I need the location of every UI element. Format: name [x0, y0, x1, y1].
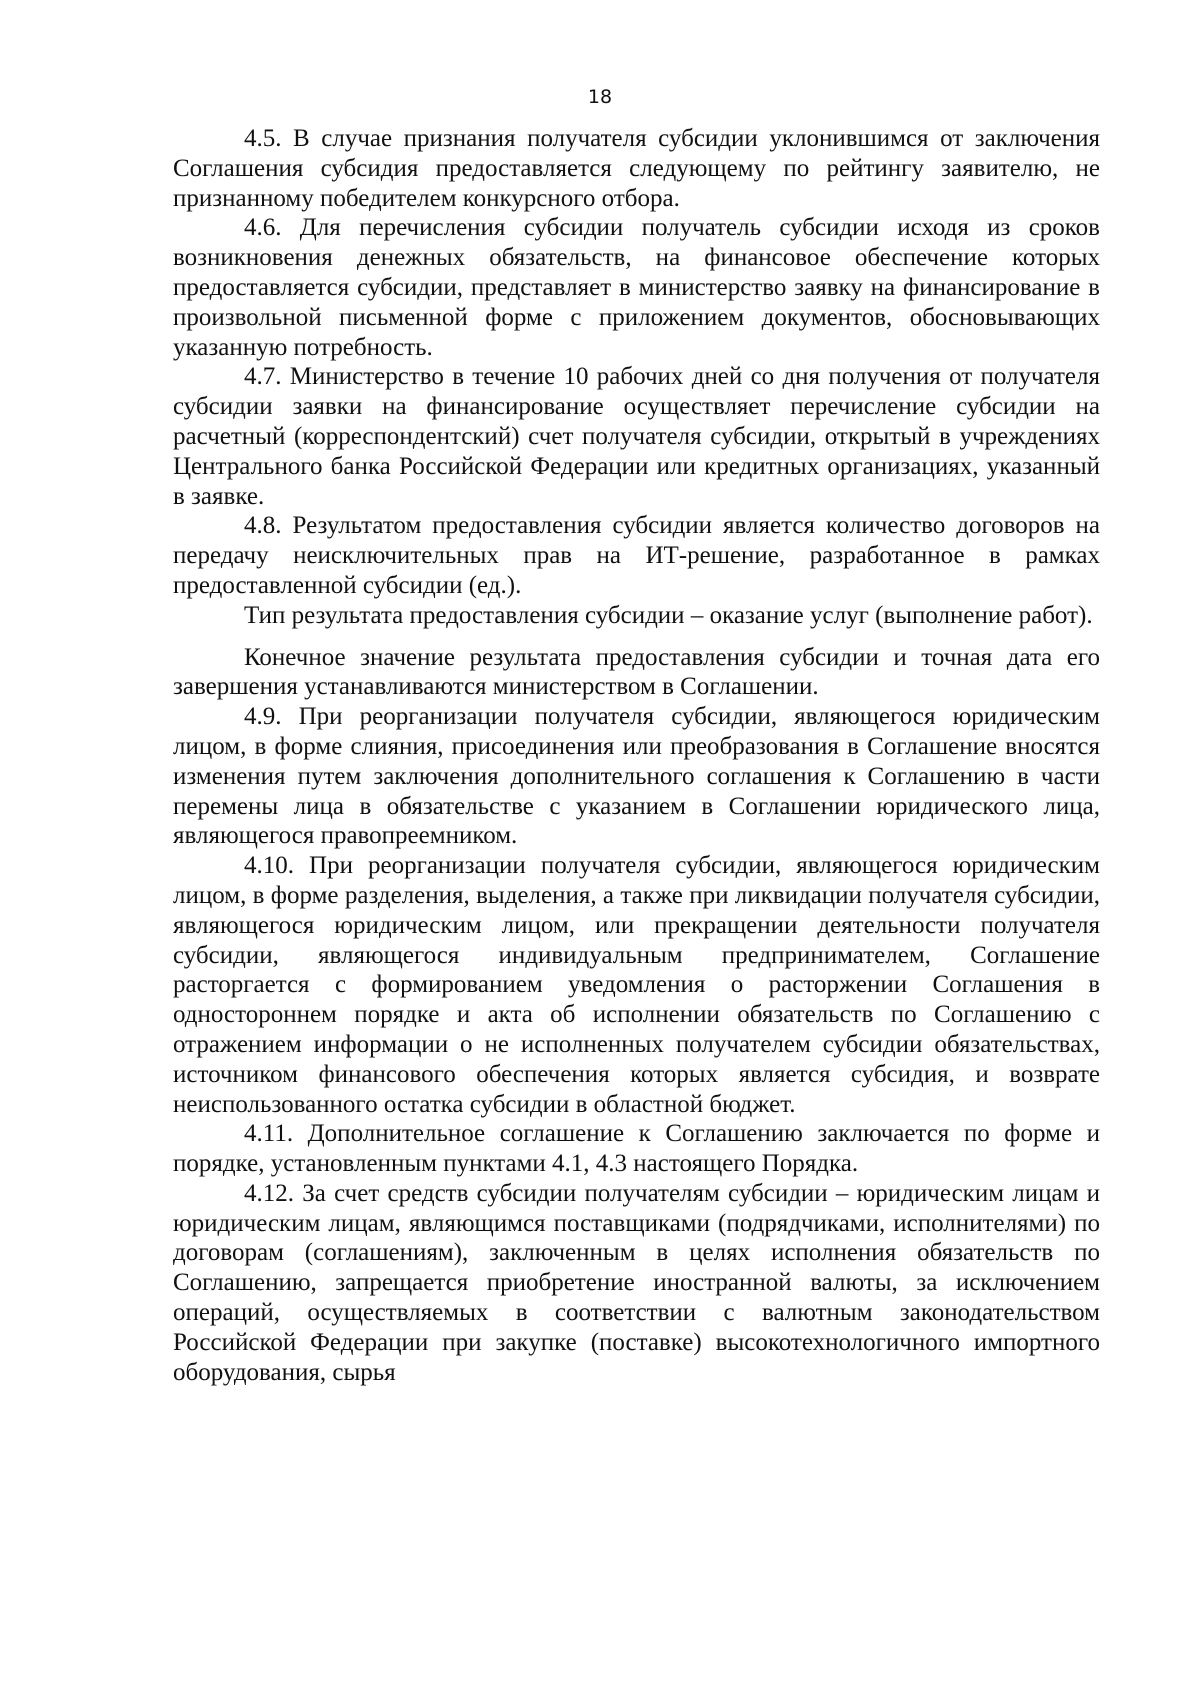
- document-body: [173, 124, 1100, 1387]
- paragraph-result-type: Тип результата предоставления субсидии – оказание услуг (выполнение работ).: [244, 601, 1093, 629]
- paragraph-4-11: 4.11. Дополнительное соглашение к Соглашению заключается по форме и порядке, установленным пунктами 4.1, 4.3 настоящего Порядка.: [173, 1120, 1100, 1178]
- paragraph-4-5: 4.5. В случае признания получателя субсидии уклонившимся от заключения Соглашения субсидия предоставляется следующему по рейтингу заявителю, не признанному победителем конкурсного отбора.: [173, 125, 1100, 212]
- paragraph-4-10: 4.10. При реорганизации получателя субсидии, являющегося юридическим лицом, в форме разделения, выделения, а также при ликвидации получателя субсидии, являющегося юридическим лицом, или прекращении деятельности получателя субсидии, являющегося индивидуальным предпринимателем, Соглашение расторгается с формированием уведомления о расторжении Соглашения в одностороннем порядке и акта об исполнении обязательств по Соглашению с отражением информации о не исполненных получателем субсидии обязательствах, источником финансового обеспечения которых является субсидия, и возврате неиспользованного остатка субсидии в областной бюджет.: [173, 852, 1100, 1118]
- paragraph-4-7: 4.7. Министерство в течение 10 рабочих дней со дня получения от получателя субсидии заявки на финансирование осуществляет перечисление субсидии на расчетный (корреспондентский) счет получателя субсидии, открытый в учреждениях Центрального банка Российской Федерации или кредитных организациях, указанный в заявке.: [173, 363, 1100, 510]
- paragraph-4-12: 4.12. За счет средств субсидии получателям субсидии – юридическим лицам и юридическим лицам, являющимся поставщиками (подрядчиками, исполнителями) по договорам (соглашениям), заключенным в целях исполнения обязательств по Соглашению, запрещается приобретение иностранной валюты, за исключением операций, осуществляемых в соответствии с валютным законодательством Российской Федерации при закупке (поставке) высокотехнологичного импортного оборудования, сырья: [173, 1179, 1100, 1386]
- page-number: 18: [587, 86, 613, 108]
- paragraph-4-8: 4.8. Результатом предоставления субсидии является количество договоров на передачу неисключительных прав на ИТ-решение, разработанное в рамках предоставленной субсидии (ед.).: [173, 512, 1100, 599]
- paragraph-4-9: 4.9. При реорганизации получателя субсидии, являющегося юридическим лицом, в форме слияния, присоединения или преобразования в Соглашение вносятся изменения путем заключения дополнительного соглашения к Соглашению в части перемены лица в обязательстве с указанием в Соглашении юридического лица, являющегося правопреемником.: [173, 703, 1100, 850]
- paragraph-4-6: 4.6. Для перечисления субсидии получатель субсидии исходя из сроков возникновения денежных обязательств, на финансовое обеспечение которых предоставляется субсидии, представляет в министерство заявку на финансирование в произвольной письменной форме с приложением документов, обосновывающих указанную потребность.: [173, 214, 1100, 361]
- paragraph-final-value: Конечное значение результата предоставления субсидии и точная дата его завершения устанавливаются министерством в Соглашении.: [173, 643, 1100, 701]
